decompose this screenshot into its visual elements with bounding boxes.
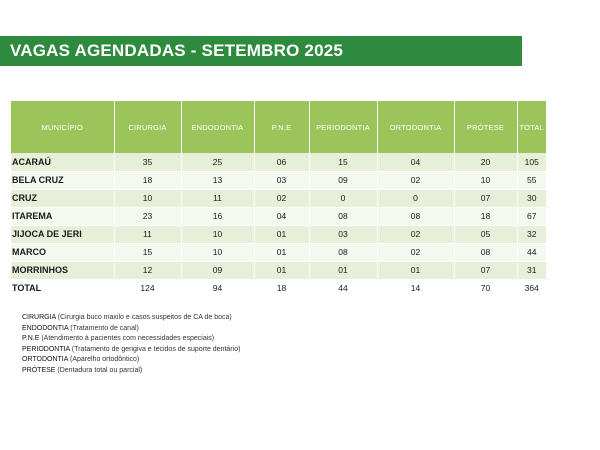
table-row [11, 207, 546, 225]
cell-cirurgia: 18 [114, 171, 181, 189]
cell-endodontia: 09 [181, 261, 254, 279]
appointments-table-container [11, 101, 546, 297]
legend-abbr: P.N.E [22, 335, 40, 342]
header-periodontia: PERIODONTIA [309, 101, 377, 153]
legend-desc: (Tratamento de canal) [70, 324, 139, 332]
cell-protese: 18 [454, 207, 517, 225]
totals-row [11, 279, 546, 296]
total-grand: 364 [517, 279, 546, 296]
cell-pne: 01 [254, 243, 309, 261]
legend-item [22, 355, 342, 366]
cell-ortodontia: 02 [377, 243, 454, 261]
cell-pne: 04 [254, 207, 309, 225]
cell-municipio: MARCO [11, 243, 114, 261]
cell-cirurgia: 15 [114, 243, 181, 261]
legend-item [22, 334, 342, 345]
cell-total: 44 [517, 243, 546, 261]
cell-ortodontia: 08 [377, 207, 454, 225]
total-cirurgia: 124 [114, 279, 181, 296]
page-title: VAGAS AGENDADAS - SETEMBRO 2025 [0, 36, 522, 66]
cell-ortodontia: 01 [377, 261, 454, 279]
legend-abbr: ORTODONTIA [22, 356, 69, 363]
cell-periodontia: 03 [309, 225, 377, 243]
legend-desc: (Atendimento à pacientes com necessidades especiais) [41, 335, 215, 342]
table-row [11, 171, 546, 189]
cell-ortodontia: 0 [377, 189, 454, 207]
cell-protese: 08 [454, 243, 517, 261]
cell-protese: 20 [454, 153, 517, 171]
cell-total: 32 [517, 225, 546, 243]
cell-periodontia: 0 [309, 189, 377, 207]
cell-periodontia: 15 [309, 153, 377, 171]
cell-protese: 05 [454, 225, 517, 243]
table-row [11, 189, 546, 207]
cell-endodontia: 10 [181, 243, 254, 261]
legend [22, 313, 342, 376]
legend-desc: (Tratamento de gengiva e tecidos de suporte dentário) [71, 345, 241, 353]
cell-ortodontia: 04 [377, 153, 454, 171]
cell-protese: 10 [454, 171, 517, 189]
cell-cirurgia: 12 [114, 261, 181, 279]
header-endodontia: ENDODONTIA [181, 101, 254, 153]
cell-periodontia: 09 [309, 171, 377, 189]
header-cirurgia: CIRURGIA [114, 101, 181, 153]
cell-endodontia: 11 [181, 189, 254, 207]
legend-item [22, 345, 342, 356]
cell-ortodontia: 02 [377, 171, 454, 189]
total-periodontia: 44 [309, 279, 377, 296]
cell-protese: 07 [454, 261, 517, 279]
table-row [11, 243, 546, 261]
cell-endodontia: 10 [181, 225, 254, 243]
cell-cirurgia: 23 [114, 207, 181, 225]
cell-cirurgia: 35 [114, 153, 181, 171]
cell-periodontia: 08 [309, 207, 377, 225]
table-row [11, 261, 546, 279]
header-total: TOTAL [517, 101, 546, 153]
table-row [11, 153, 546, 171]
cell-municipio: ITAREMA [11, 207, 114, 225]
cell-pne: 02 [254, 189, 309, 207]
cell-pne: 01 [254, 261, 309, 279]
cell-municipio: BELA CRUZ [11, 171, 114, 189]
cell-periodontia: 08 [309, 243, 377, 261]
cell-endodontia: 25 [181, 153, 254, 171]
legend-desc: (Aparelho ortodôntico) [69, 356, 140, 363]
total-protese: 70 [454, 279, 517, 296]
total-pne: 18 [254, 279, 309, 296]
legend-abbr: PERIODONTIA [22, 345, 70, 353]
cell-total: 30 [517, 189, 546, 207]
cell-pne: 06 [254, 153, 309, 171]
table-row [11, 225, 546, 243]
cell-protese: 07 [454, 189, 517, 207]
cell-pne: 03 [254, 171, 309, 189]
cell-municipio: CRUZ [11, 189, 114, 207]
total-endodontia: 94 [181, 279, 254, 296]
total-ortodontia: 14 [377, 279, 454, 296]
cell-total: 67 [517, 207, 546, 225]
totals-label: TOTAL [11, 279, 114, 296]
cell-cirurgia: 11 [114, 225, 181, 243]
cell-pne: 01 [254, 225, 309, 243]
table-header-row [11, 101, 546, 153]
appointments-table [11, 101, 546, 297]
cell-total: 55 [517, 171, 546, 189]
cell-ortodontia: 02 [377, 225, 454, 243]
cell-municipio: JIJOCA DE JERI [11, 225, 114, 243]
header-pne: P.N.E [254, 101, 309, 153]
cell-periodontia: 01 [309, 261, 377, 279]
cell-endodontia: 16 [181, 207, 254, 225]
legend-desc: (Cirurgia buco maxilo e casos suspeitos de CA de boca) [57, 314, 232, 321]
legend-item [22, 313, 342, 324]
legend-item [22, 324, 342, 335]
legend-abbr: PRÓTESE [22, 366, 56, 374]
cell-endodontia: 13 [181, 171, 254, 189]
legend-abbr: CIRURGIA [22, 314, 56, 321]
legend-item [22, 366, 342, 377]
legend-abbr: ENDODONTIA [22, 324, 69, 332]
header-municipio: MUNICÍPIO [11, 101, 114, 153]
cell-municipio: ACARAÚ [11, 153, 114, 171]
header-ortodontia: ORTODONTIA [377, 101, 454, 153]
cell-cirurgia: 10 [114, 189, 181, 207]
cell-total: 105 [517, 153, 546, 171]
cell-municipio: MORRINHOS [11, 261, 114, 279]
header-protese: PRÓTESE [454, 101, 517, 153]
cell-total: 31 [517, 261, 546, 279]
legend-desc: (Dentadura total ou parcial) [57, 366, 143, 374]
